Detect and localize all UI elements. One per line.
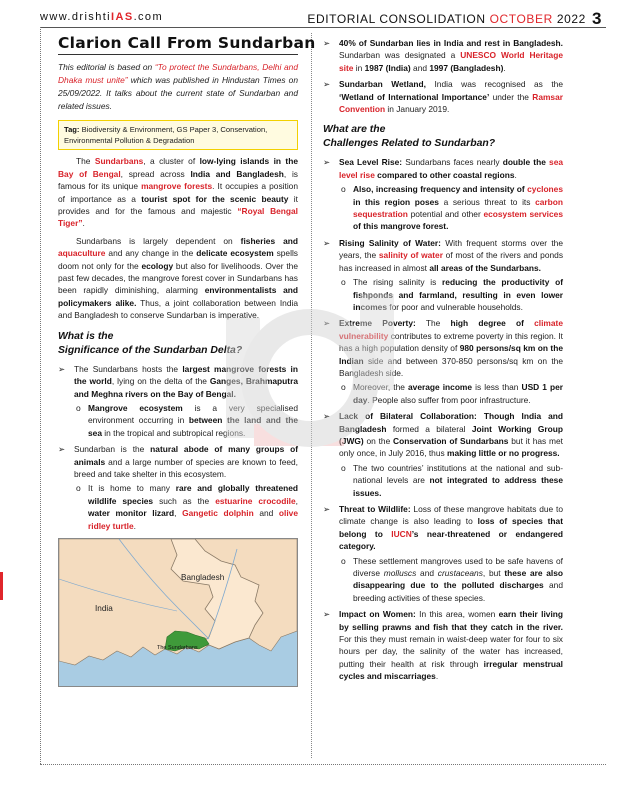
left-column — [58, 34, 316, 687]
list-item: ➢ Sundarban Wetland, India was recognised as the ‘Wetland of International Importance’ under the Ramsar Convention in January 2019. — [323, 78, 563, 115]
column-divider — [311, 33, 312, 758]
section-heading-significance: What is the Significance of the Sundarban Delta? — [58, 330, 243, 356]
month-label: OCTOBER — [489, 12, 553, 26]
sub-list-item: o The two countries’ institutions at the national and sub-national levels are not integrated to address these issues. — [339, 462, 563, 499]
article-intro: This editorial is based on “To protect the Sundarbans, Delhi and Dhaka must unite” which was published in Hindustan Times on 25/09/2022. It talks about the current state of Sundarban and related issues. — [58, 62, 298, 112]
facts-list — [323, 37, 563, 115]
sub-list-item: o Moreover, the average income is less than USD 1 per day. People also suffer from poor infrastructure. — [339, 381, 563, 406]
list-item: ➢ Extreme Poverty: The high degree of climate vulnerability contributes to extreme poverty in this region. It has a high population density of 980 persons/sq km on the Indian side and between 370-850 persons/sq km on the Bangladesh side. o Moreover, the average income is less than USD 1 per day. People also suffer from poor infrastructure. — [323, 317, 563, 406]
side-marker — [0, 572, 3, 600]
map-label-bangladesh: Bangladesh — [181, 572, 225, 582]
list-item: ➢ Sea Level Rise: Sundarbans faces nearly double the sea level rise compared to other coastal regions. o Also, increasing frequency and intensity of cyclones in this region poses a serious threat to its carbon sequestration potential and other ecosystem services of this mangrove forest. — [323, 156, 563, 232]
list-item: ➢ The Sundarbans hosts the largest mangrove forests in the world, lying on the delta of the Ganges, Brahmaputra and Meghna rivers on the Bay of Bengal. o Mangrove ecosystem is a very specialised environment occurring in between the land and the sea in the tropical and subtropical regions. — [58, 363, 298, 439]
sub-list-item: o It is home to many rare and globally threatened wildlife species such as the estuarine crocodile, water monitor lizard, Gangetic dolphin and olive ridley turtle. — [74, 482, 298, 532]
paragraph-2: Sundarbans is largely dependent on fisheries and aquaculture and any change in the delicate ecosystem spells doom not only for the ecology but also for livelihoods. Over the past few decades, the mangrove forest cover in Sundarbans has been rapidly diminishing, alarming environmentalists and policymakers alike. Thus, a joint collaboration between India and Bangladesh to conserve Sundarban is imperative. — [58, 235, 299, 321]
map-label-sundarbans: The Sundarbans — [157, 644, 198, 651]
sub-list-item: o The rising salinity is reducing the productivity of fishponds and farmland, resulting in even lower incomes for poor and vulnerable households. — [339, 276, 563, 313]
list-item: ➢ 40% of Sundarban lies in India and rest in Bangladesh. Sundarban was designated a UNESCO World Heritage site in 1987 (India) and 1997 (Bangladesh). — [323, 37, 563, 74]
significance-list — [58, 363, 298, 532]
page-number: 3 — [591, 9, 602, 28]
editorial-label: EDITORIAL CONSOLIDATION — [307, 12, 486, 26]
list-item: ➢ Lack of Bilateral Collaboration: Though India and Bangladesh formed a bilateral Joint Working Group (JWG) on the Conservation of Sundarbans but it has met only once, in July 2016, thus making little or no progress. o The two countries’ institutions at the national and sub-national levels are not integrated to address these issues. — [323, 410, 563, 499]
site-url: www.drishtiIAS.com — [40, 11, 164, 23]
sub-list-item: o Mangrove ecosystem is a very specialised environment occurring in between the land and the sea in the tropical and subtropical regions. — [74, 402, 298, 439]
list-item: ➢ Sundarban is the natural abode of many groups of animals and a large number of species are known to feed, breed and take shelter in this ecosystem. o It is home to many rare and globally threatened wildlife species such as the estuarine crocodile, water monitor lizard, Gangetic dolphin and olive ridley turtle. — [58, 443, 298, 532]
tag-box: Tag: Biodiversity & Environment, GS Paper 3, Conservation, Environmental Pollution & Degradation — [58, 120, 298, 150]
article-title: Clarion Call From Sundarban — [58, 37, 298, 55]
year-label: 2022 — [556, 12, 586, 26]
list-item: ➢ Threat to Wildlife: Loss of these mangrove habitats due to climate change is also leading to loss of species that belong to IUCN’s near-threatened or endangered category. o These settlement mangroves used to be safe havens of diverse molluscs and crustaceans, but these are also disappearing due to the polluted discharges and breeding activities of these species. — [323, 503, 563, 604]
sub-list-item: o Also, increasing frequency and intensity of cyclones in this region poses a serious threat to its carbon sequestration potential and other ecosystem services of this mangrove forest. — [339, 183, 563, 233]
paragraph-1: The Sundarbans, a cluster of low-lying islands in the Bay of Bengal, spread across India and Bangladesh, is famous for its unique mangrove forests. It occupies a position of importance as a tourist spot for the scenic beauty it provides and for the famous and majestic “Royal Bengal Tiger”. — [58, 156, 298, 229]
sundarbans-map — [58, 538, 298, 687]
right-column — [323, 37, 563, 687]
map-label-india: India — [95, 603, 113, 613]
list-item: ➢ Impact on Women: In this area, women earn their living by selling prawns and fish that they catch in the river. For this they must remain in waist-deep water for four to six hours per day, the salinity of the water has increased, putting their health at risk through irregular menstrual cycles and miscarriages. — [323, 608, 563, 682]
footer-rule — [40, 764, 606, 765]
header-rule — [40, 27, 606, 28]
challenges-list — [323, 156, 563, 682]
sub-list-item: o These settlement mangroves used to be safe havens of diverse molluscs and crustaceans, but these are also disappearing due to the polluted discharges and breeding activities of these species. — [339, 555, 563, 605]
running-header — [307, 9, 602, 29]
list-item: ➢ Rising Salinity of Water: With frequent storms over the years, the salinity of water of most of the rivers and ponds has increased in almost all areas of the Sundarbans. o The rising salinity is reducing the productivity of fishponds and farmland, resulting in even lower incomes for poor and vulnerable households. — [323, 237, 563, 313]
left-border — [40, 27, 41, 764]
section-heading-challenges: What are the Challenges Related to Sundarban? — [323, 124, 496, 150]
